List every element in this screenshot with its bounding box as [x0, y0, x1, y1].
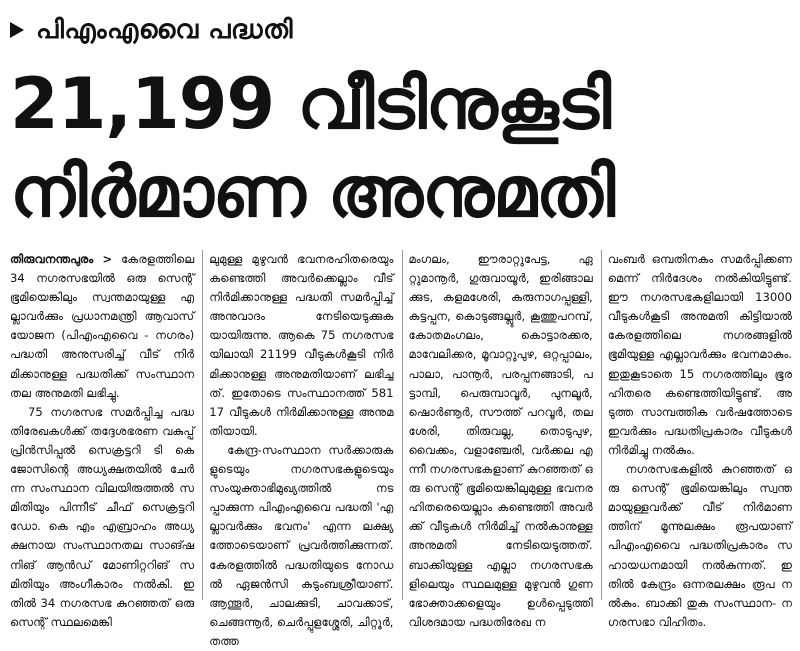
- kicker-text: പിഎംഎവൈ പദ്ധതി: [36, 14, 293, 45]
- headline: [10, 60, 792, 236]
- dateline: തിരുവനന്തപുരം >: [10, 252, 113, 266]
- article-body: [10, 250, 792, 648]
- paragraph: [10, 250, 194, 403]
- column-4: [601, 250, 792, 629]
- paragraph: നഗരസഭകളിൽ കുറഞ്ഞത് ഒരു സെന്റ് ഭൂമിയെങ്കിലും സ്വന്തമായുള്ളവർക്ക് വീട് നിർമാണത്തിന് മൂന്നുലക്ഷം രൂപയാണ് പിഎംഎവൈ പദ്ധതിപ്രകാരം സഹായധനമായി നൽകുന്നത്. ഇതിൽ കേന്ദ്രം ഒന്നരലക്ഷം രൂപ നൽകും. ബാക്കി തുക സംസ്ഥാന- നഗരസഭാ വിഹിതം.: [607, 462, 792, 629]
- paragraph-text: കേരളത്തിലെ 34 നഗരസഭയിൽ ഒരു സെന്റ് ഭൂമിയെങ്കിലും സ്വന്തമായുള്ള എല്ലാവർക്കും പ്രധാനമന്ത്രി ആവാസ് യോജന (പിഎംഎവൈ - നഗരം) പദ്ധതി അനുസരിച്ച് വീട് നിർമിക്കാനുള്ള പദ്ധതിക്ക് സംസ്ഥാനതല അനുമതി ലഭിച്ചു.: [10, 252, 195, 400]
- paragraph: വംബർ ഒമ്പതിനകം സമർപ്പിക്കണമെന്ന് നിർദേശം നൽകിയിട്ടുണ്ട്. ഈ നഗരസഭകളിലായി 13000 വീടുകൾകൂടി അനുമതി കിട്ടിയാൽ കേരളത്തിലെ നഗരങ്ങളിൽ ഭൂമിയുള്ള എല്ലാവർക്കും ഭവനമാകും. ഇതുകൂടാതെ 15 നഗരത്തിലും ഭൂരഹിതരെ കണ്ടെത്തിയിട്ടുണ്ട്. അടുത്ത സാമ്പത്തിക വർഷത്തോടെ ഇവർക്കും പദ്ധതിപ്രകാരം വീടുകൾ നിർമിച്ചു നൽകും.: [607, 252, 792, 457]
- column-2: [202, 250, 394, 648]
- column-3: [402, 250, 593, 629]
- paragraph: ലുമുള്ള മുഴുവൻ ഭവനരഹിതരെയും കണ്ടെത്തി അവർക്കെല്ലാം വീട് നിർമിക്കാനുള്ള പദ്ധതി സമർപ്പിച്ച് അനുവാദം നേടിയെടുക്കുകയായിരുന്നു. ആകെ 75 നഗരസഭയിലായി 21199 വീടുകൾകൂടി നിർമിക്കാനുള്ള അനുമതിയാണ് ലഭിച്ചത്. ഇതോടെ സംസ്ഥാനത്ത് 58117 വീടുകൾ നിർമിക്കാനുള്ള അനുമതിയായി.: [209, 252, 394, 438]
- paragraph: മംഗലം, ഈരാറ്റുപേട്ട, ഏറ്റുമാനൂർ, ഗുരുവായൂർ, ഇരിങ്ങാലക്കുട, കളമശേരി, കരുനാഗപ്പള്ളി, കട്ടപ്പന, കൊടുങ്ങല്ലൂർ, കൂത്തുപറമ്പ്, കോതമംഗലം, കൊട്ടാരക്കര, മാവേലിക്കര, മൂവാറ്റുപുഴ, ഒറ്റപ്പാലം, പാലാ, പാനൂർ, പരപ്പനങ്ങാടി, പട്ടാമ്പി, പെരുമ്പാവൂർ, പുനലൂർ, ഷൊർണൂർ, സൗത്ത് പറവൂർ, തലശേരി, തിരുവല്ല, തൊടുപുഴ, വൈക്കം, വളാഞ്ചേരി, വർക്കല എന്നീ നഗരസഭകളാണ് കുറഞ്ഞത് ഒരു സെന്റ് ഭൂമിയെങ്കിലുമുള്ള ഭവനരഹിതരെയെല്ലാം കണ്ടെത്തി അവർക്ക് വീടുകൾ നിർമിച്ച് നൽകാനുള്ള അനുമതി നേടിയെടുത്തത്. ബാക്കിയുള്ള എല്ലാ നഗരസഭകളിലെയും സ്ഥലമുള്ള മുഴുവൻ ഗുണഭോക്താക്കളെയും ഉൾപ്പെടുത്തി വിശദമായ പദ്ധതിരേഖ ന: [408, 252, 593, 629]
- section-kicker: [10, 10, 293, 50]
- paragraph: 75 നഗരസഭ സമർപ്പിച്ച പദ്ധതിരേഖകൾക്ക് തദ്ദേശഭരണ വകുപ്പ് പ്രിൻസിപ്പൽ സെക്രട്ടറി ടി കെ ജോസിന്റെ അധ്യക്ഷതയിൽ ചേർന്ന സംസ്ഥാന വിലയിരുത്തൽ സമിതിയും പിന്നീട് ചീഫ് സെക്രട്ടറി ഡോ. കെ എം എബ്രാഹം അധ്യക്ഷനായ സംസ്ഥാനതല സാങ്ഷനിങ് ആൻഡ് മോണിറ്ററിങ് സമിതിയും അംഗീകാരം നൽകി. ഇതിൽ 34 നഗരസഭ കുറഞ്ഞത് ഒരു സെന്റ് സ്ഥലമെങ്കി: [10, 404, 195, 629]
- headline-line-1: 21,199 വീടിനുകൂടി: [10, 63, 611, 145]
- triangle-bullet-icon: [10, 22, 24, 38]
- column-1: [10, 250, 195, 629]
- paragraph: കേന്ദ്ര-സംസ്ഥാന സർക്കാരുകളുടെയും നഗരസഭകളുടെയും സംയുക്താഭിമുഖ്യത്തിൽ നടപ്പാക്കുന്ന പിഎംഎവൈ പദ്ധതി 'എല്ലാവർക്കും ഭവനം' എന്ന ലക്ഷ്യത്തോടെയാണ് പ്രവർത്തിക്കുന്നത്. കേരളത്തിൽ പദ്ധതിയുടെ നോഡൽ ഏജൻസി കുടുംബശ്രീയാണ്. ആന്തൂർ, ചാലക്കുടി, ചാവക്കാട്, ചെങ്ങന്നൂർ, ചെർപ്പുളശ്ശേരി, ചിറ്റൂർ, തത്ത: [209, 442, 394, 648]
- headline-line-2: നിർമാണ അനുമതി: [10, 151, 615, 233]
